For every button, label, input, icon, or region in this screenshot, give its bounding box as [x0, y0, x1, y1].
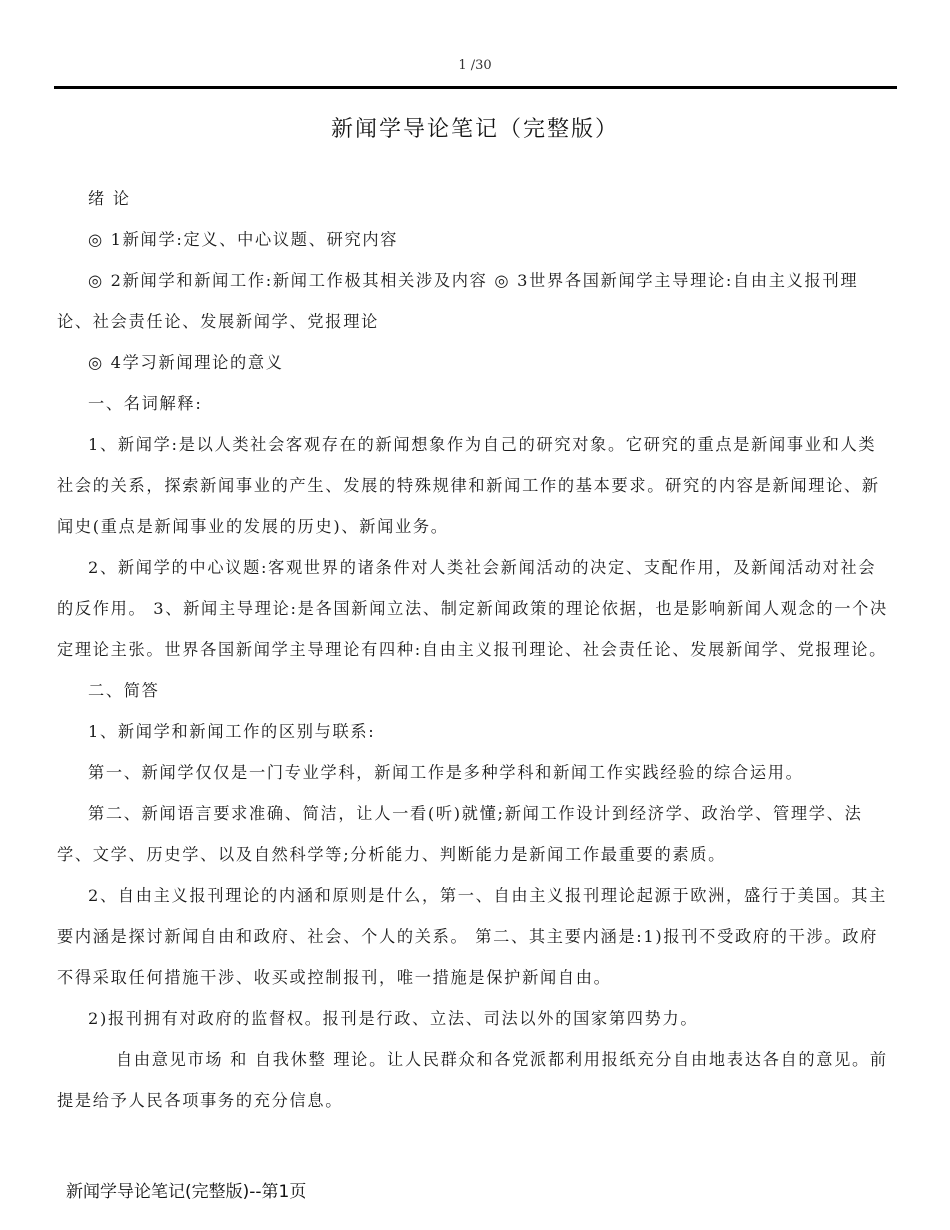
header-divider [54, 86, 897, 89]
page-footer: 新闻学导论笔记(完整版)--第1页 [66, 1182, 307, 1202]
section-heading-intro: 绪 论 [88, 189, 131, 208]
document-title: 新闻学导论笔记（完整版） [330, 117, 619, 142]
term-central-issue-and-theory: 2、新闻学的中心议题:客观世界的诸条件对人类社会新闻活动的决定、支配作用，及新闻活动对社会的反作用。 3、新闻主导理论:是各国新闻立法、制定新闻政策的理论依据，也是影响新闻人观念的一个决定理论主张。世界各国新闻学主导理论有四种:自由主义报刊理论、社会责任论、发展新闻学、党报理论。 [57, 558, 888, 659]
question-1: 1、新闻学和新闻工作的区别与联系: [88, 722, 376, 741]
section-heading-terms: 一、名词解释: [88, 394, 203, 413]
outline-item-4: ◎ 4学习新闻理论的意义 [88, 353, 284, 372]
outline-item-2-3: ◎ 2新闻学和新闻工作:新闻工作极其相关涉及内容 ◎ 3世界各国新闻学主导理论:自由主义报刊理论、社会责任论、发展新闻学、党报理论 [57, 271, 859, 331]
term-journalism: 1、新闻学:是以人类社会客观存在的新闻想象作为自己的研究对象。它研究的重点是新闻事业和人类社会的关系，探索新闻事业的产生、发展的特殊规律和新闻工作的基本要求。研究的内容是新闻理论、新闻史(重点是新闻事业的发展的历史)、新闻业务。 [57, 435, 880, 536]
answer-2-point-2: 2)报刊拥有对政府的监督权。报刊是行政、立法、司法以外的国家第四势力。 [88, 1009, 699, 1028]
answer-2-point-3: 自由意见市场 和 自我休整 理论。让人民群众和各党派都利用报纸充分自由地表达各自的意见。前提是给予人民各项事务的充分信息。 [57, 1050, 888, 1110]
page-number: 1 /30 [458, 58, 492, 73]
question-2: 2、自由主义报刊理论的内涵和原则是什么，第一、自由主义报刊理论起源于欧洲，盛行于美国。其主要内涵是探讨新闻自由和政府、社会、个人的关系。 第二、其主要内涵是:1)报刊不受政府的干涉。政府不得采取任何措施干涉、收买或控制报刊，唯一措施是保护新闻自由。 [57, 886, 888, 987]
section-heading-short-answer: 二、简答 [88, 681, 160, 700]
answer-1-part-2: 第二、新闻语言要求准确、简洁，让人一看(听)就懂;新闻工作设计到经济学、政治学、管理学、法学、文学、历史学、以及自然科学等;分析能力、判断能力是新闻工作最重要的素质。 [57, 804, 863, 864]
document-body [57, 178, 892, 1121]
answer-1-part-1: 第一、新闻学仅仅是一门专业学科，新闻工作是多种学科和新闻工作实践经验的综合运用。 [88, 763, 804, 782]
outline-item-1: ◎ 1新闻学:定义、中心议题、研究内容 [88, 230, 399, 249]
